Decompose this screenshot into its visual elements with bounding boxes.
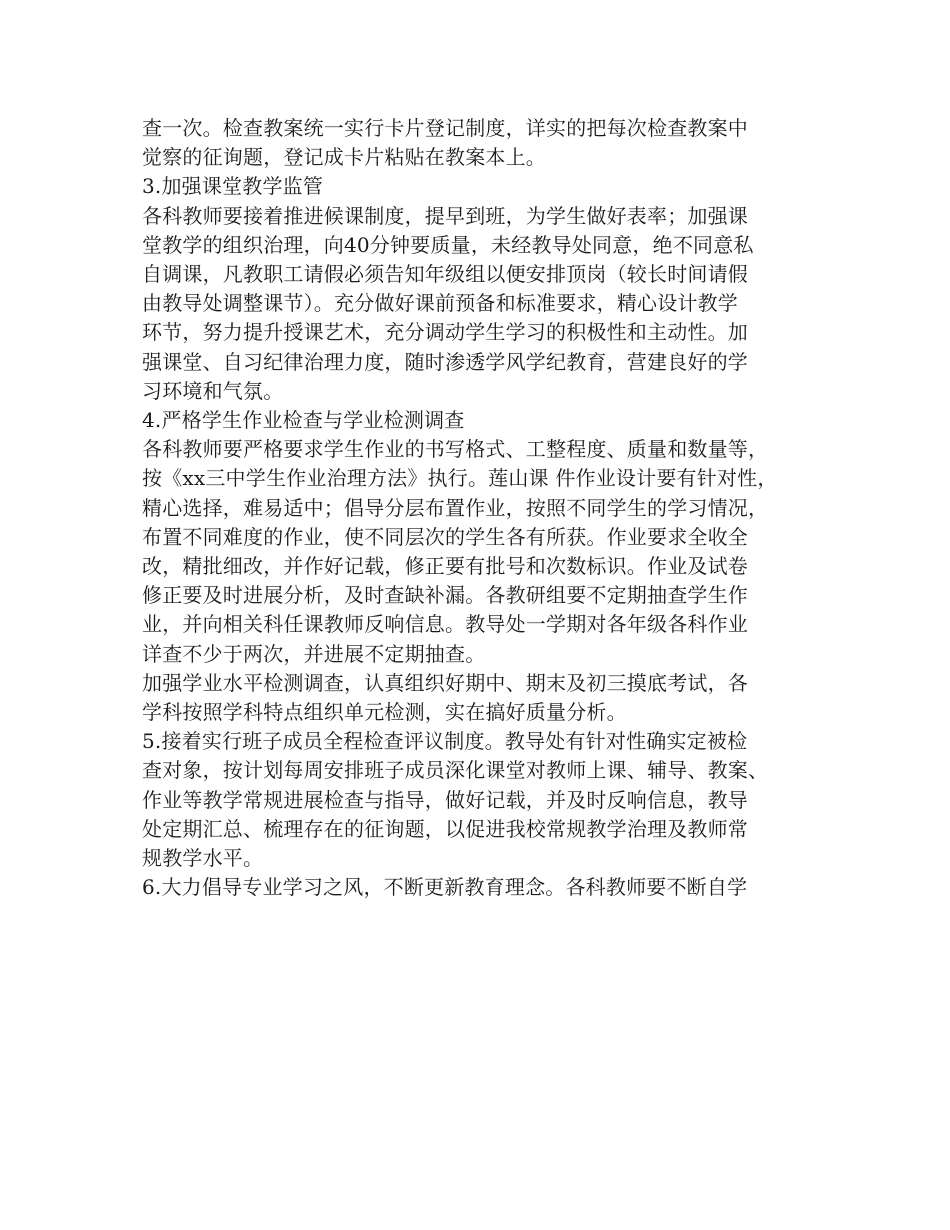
text-line: 规教学水平。 bbox=[142, 846, 264, 871]
text-line: 各科教师要严格要求学生作业的书写格式、工整程度、质量和数量等， bbox=[142, 437, 769, 462]
text-line: 觉察的征询题，登记成卡片粘贴在教案本上。 bbox=[142, 145, 546, 170]
text-line: 作业等教学常规进展检查与指导，做好记载，并及时反响信息，教导 bbox=[142, 787, 748, 812]
section-heading: 3.加强课堂教学监管 bbox=[142, 174, 324, 199]
text-line: 查一次。检查教案统一实行卡片登记制度，详实的把每次检查教案中 bbox=[142, 116, 748, 140]
text-line: 由教导处调整课节）。充分做好课前预备和标准要求，精心设计教学 bbox=[142, 291, 738, 316]
text-line: 处定期汇总、梳理存在的征询题，以促进我校常规教学治理及教师常 bbox=[142, 816, 748, 841]
text-line: 加强学业水平检测调查，认真组织好期中、期末及初三摸底考试，各 bbox=[142, 670, 748, 695]
text-line: 学科按照学科特点组织单元检测，实在搞好质量分析。 bbox=[142, 700, 627, 725]
text-line: 改，精批细改，并作好记载，修正要有批号和次数标识。作业及试卷 bbox=[142, 554, 748, 579]
text-line: 堂教学的组织治理，向40分钟要质量，未经教导处同意，绝不同意私 bbox=[142, 232, 754, 257]
text-line: 环节，努力提升授课艺术，充分调动学生学习的积极性和主动性。加 bbox=[142, 320, 748, 345]
text-line: 自调课，凡教职工请假必须告知年级组以便安排顶岗（较长时间请假 bbox=[142, 262, 748, 287]
text-line: 强课堂、自习纪律治理力度，随时渗透学风学纪教育，营建良好的学 bbox=[142, 349, 748, 374]
text-line: 按《xx三中学生作业治理方法》执行。莲山课 件作业设计要有针对性， bbox=[142, 466, 778, 491]
text-line: 精心选择，难易适中；倡导分层布置作业，按照不同学生的学习情况， bbox=[142, 495, 769, 520]
document-body bbox=[142, 114, 822, 902]
text-line: 业，并向相关科任课教师反响信息。教导处一学期对各年级各科作业 bbox=[142, 612, 748, 637]
text-line: 修正要及时进展分析，及时查缺补漏。各教研组要不定期抽查学生作 bbox=[142, 583, 748, 608]
text-line: 布置不同难度的作业，使不同层次的学生各有所获。作业要求全收全 bbox=[142, 524, 748, 549]
section-heading: 6.大力倡导专业学习之风，不断更新教育理念。各科教师要不断自学 bbox=[142, 875, 748, 900]
text-line: 习环境和气氛。 bbox=[142, 378, 284, 403]
text-line: 详查不少于两次，并进展不定期抽查。 bbox=[142, 641, 486, 666]
section-heading: 5.接着实行班子成员全程检查评议制度。教导处有针对性确实定被检 bbox=[142, 729, 748, 754]
text-line: 各科教师要接着推进候课制度，提早到班，为学生做好表率；加强课 bbox=[142, 203, 748, 228]
text-line: 查对象，按计划每周安排班子成员深化课堂对教师上课、辅导、教案、 bbox=[142, 758, 769, 783]
section-heading: 4.严格学生作业检查与学业检测调查 bbox=[142, 408, 465, 433]
